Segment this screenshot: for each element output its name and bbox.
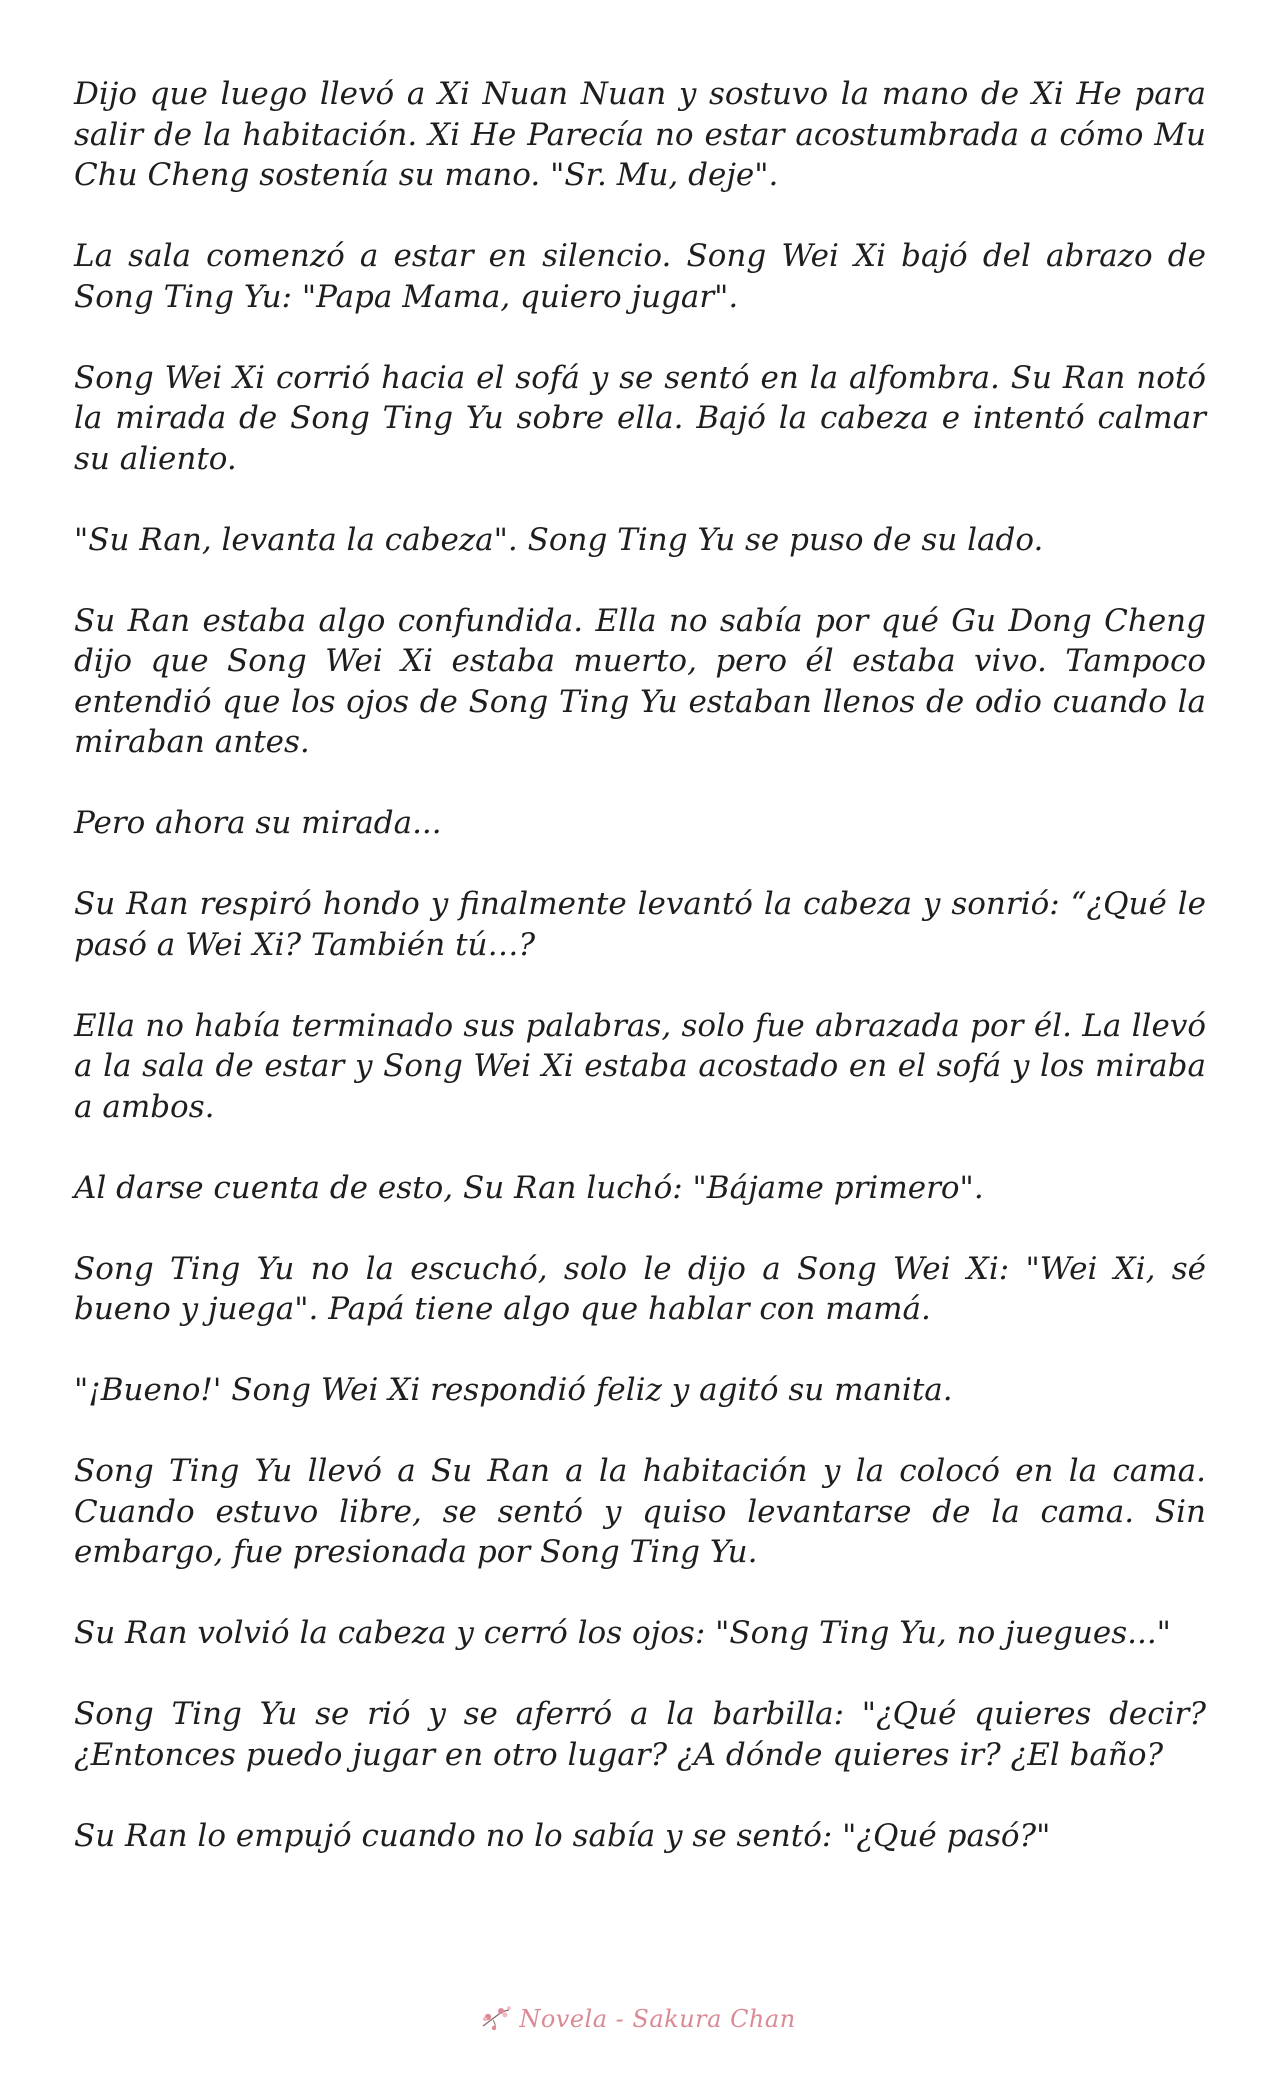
paragraph: Song Ting Yu no la escuchó, solo le dijo a Song Wei Xi: "Wei Xi, sé bueno y juega". Papá tiene algo que hablar con mamá.: [74, 1250, 1206, 1327]
footer-content: [479, 2004, 795, 2034]
paragraph: Su Ran lo empujó cuando no lo sabía y se sentó: "¿Qué pasó?": [74, 1817, 1051, 1854]
paragraph: Ella no había terminado sus palabras, solo fue abrazada por él. La llevó a la sala de estar y Song Wei Xi estaba acostado en el sofá y los miraba a ambos.: [74, 1007, 1206, 1125]
paragraph: La sala comenzó a estar en silencio. Song Wei Xi bajó del abrazo de Song Ting Yu: "Papa Mama, quiero jugar".: [74, 238, 1206, 315]
paragraph: Al darse cuenta de esto, Su Ran luchó: "Bájame primero".: [74, 1169, 984, 1206]
footer-watermark: [0, 1998, 1275, 2040]
document-body: [74, 74, 1206, 1897]
sakura-flower-icon: [479, 2004, 513, 2034]
paragraph: Pero ahora su mirada...: [74, 805, 442, 841]
paragraph: Song Ting Yu llevó a Su Ran a la habitación y la colocó en la cama. Cuando estuvo libre, se sentó y quiso levantarse de la cama. Sin embargo, fue presionada por Song Ting Yu.: [74, 1453, 1206, 1570]
paragraph: "Su Ran, levanta la cabeza". Song Ting Yu se puso de su lado.: [74, 521, 1044, 558]
paragraph: Song Ting Yu se rió y se aferró a la barbilla: "¿Qué quieres decir? ¿Entonces puedo jugar en otro lugar? ¿A dónde quieres ir? ¿El baño?: [74, 1696, 1206, 1773]
footer-label: Novela - Sakura Chan: [519, 2005, 796, 2033]
paragraph: Dijo que luego llevó a Xi Nuan Nuan y sostuvo la mano de Xi He para salir de la habitación. Xi He Parecía no estar acostumbrada a cómo Mu Chu Cheng sostenía su mano. "Sr. Mu, deje".: [74, 76, 1206, 193]
paragraph: Song Wei Xi corrió hacia el sofá y se sentó en la alfombra. Su Ran notó la mirada de Song Ting Yu sobre ella. Bajó la cabeza e intentó calmar su aliento.: [74, 359, 1206, 477]
paragraph: Su Ran respiró hondo y finalmente levantó la cabeza y sonrió: “¿Qué le pasó a Wei Xi? También tú…?: [74, 886, 1206, 963]
paragraph: "¡Bueno!' Song Wei Xi respondió feliz y agitó su manita.: [74, 1372, 953, 1408]
paragraph: Su Ran estaba algo confundida. Ella no sabía por qué Gu Dong Cheng dijo que Song Wei Xi estaba muerto, pero él estaba vivo. Tampoco entendió que los ojos de Song Ting Yu estaban llenos de odio cuando la miraban antes.: [74, 602, 1206, 760]
paragraph: Su Ran volvió la cabeza y cerró los ojos: "Song Ting Yu, no juegues...": [74, 1615, 1171, 1651]
